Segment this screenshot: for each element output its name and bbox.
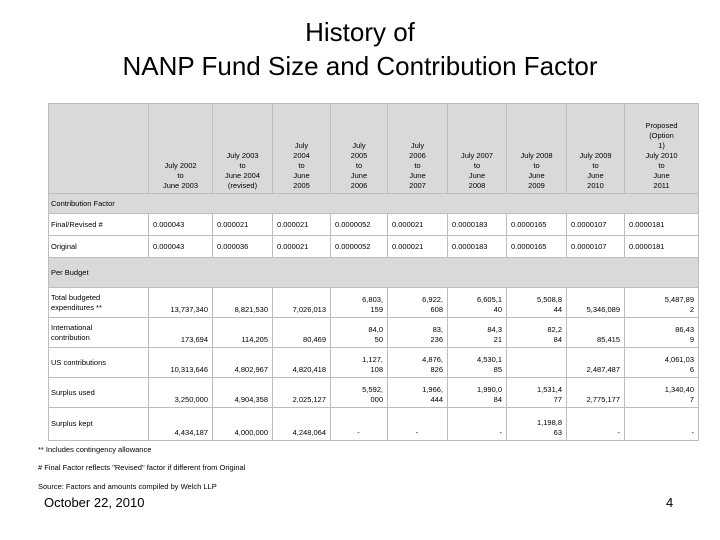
table-cell: 13,737,340 <box>149 288 213 318</box>
table-cell: 5,508,8 44 <box>507 288 567 318</box>
table-cell: 1,198,8 63 <box>507 408 567 441</box>
header-corner <box>49 104 149 194</box>
table-cell: 4,248,064 <box>273 408 331 441</box>
note-final-factor: # Final Factor reflects "Revised" factor if different from Original <box>38 463 246 472</box>
row-label: Final/Revised # <box>49 214 149 236</box>
table-cell: 0.0000165 <box>507 236 567 258</box>
table-cell: 2,025,127 <box>273 378 331 408</box>
table-cell: - <box>448 408 507 441</box>
table-cell: 84,3 21 <box>448 318 507 348</box>
section-row-per-budget <box>49 258 699 288</box>
table-cell: 2,775,177 <box>567 378 625 408</box>
note-source: Source: Factors and amounts compiled by Welch LLP <box>38 482 217 491</box>
section-row-contribution-factor <box>49 194 699 214</box>
row-label: International contribution <box>49 318 149 348</box>
table-cell: 4,904,358 <box>213 378 273 408</box>
row-label: Surplus kept <box>49 408 149 441</box>
table-cell: 0.0000107 <box>567 214 625 236</box>
table-cell: 4,434,187 <box>149 408 213 441</box>
row-label: Original <box>49 236 149 258</box>
slide-title-line-1: History of <box>305 17 415 47</box>
table-cell: 10,313,646 <box>149 348 213 378</box>
column-header: July 2005 to June 2006 <box>331 104 388 194</box>
table-cell: 83, 236 <box>388 318 448 348</box>
table-cell: 82,2 84 <box>507 318 567 348</box>
table-cell: 0.000021 <box>388 214 448 236</box>
table-cell: 6,922, 608 <box>388 288 448 318</box>
row-label: Total budgeted expenditures ** <box>49 288 149 318</box>
section-label: Per Budget <box>49 258 699 288</box>
table-row <box>49 236 699 258</box>
table-cell: - <box>331 408 388 441</box>
column-header: July 2003 to June 2004 (revised) <box>213 104 273 194</box>
page-number: 4 <box>666 495 674 510</box>
row-label: US contributions <box>49 348 149 378</box>
table-cell: 2,487,487 <box>567 348 625 378</box>
column-header: July 2007 to June 2008 <box>448 104 507 194</box>
table-cell: 5,592, 000 <box>331 378 388 408</box>
table-cell: 0.0000181 <box>625 236 699 258</box>
table-cell: 0.0000183 <box>448 214 507 236</box>
column-header: July 2008 to June 2009 <box>507 104 567 194</box>
table-cell: 4,820,418 <box>273 348 331 378</box>
table-cell: 0.0000181 <box>625 214 699 236</box>
table-cell: 4,802,967 <box>213 348 273 378</box>
table-cell: 0.0000107 <box>567 236 625 258</box>
header-row <box>49 104 699 194</box>
table-cell: 0.000043 <box>149 236 213 258</box>
table-cell: 6,605,1 40 <box>448 288 507 318</box>
column-header: July 2006 to June 2007 <box>388 104 448 194</box>
table-cell: 0.000036 <box>213 236 273 258</box>
table-cell: 5,346,089 <box>567 288 625 318</box>
table-cell: 114,205 <box>213 318 273 348</box>
table-cell: 1,966, 444 <box>388 378 448 408</box>
table-row <box>49 348 699 378</box>
table-cell: 6,803, 159 <box>331 288 388 318</box>
fund-history-table <box>48 103 699 441</box>
table-cell: 0.0000052 <box>331 214 388 236</box>
column-header: July 2004 to June 2005 <box>273 104 331 194</box>
table-cell: 4,000,000 <box>213 408 273 441</box>
note-contingency: ** Includes contingency allowance <box>38 445 152 454</box>
table-cell: 0.0000165 <box>507 214 567 236</box>
footer-date: October 22, 2010 <box>44 495 145 510</box>
table-cell: - <box>388 408 448 441</box>
table-cell: 3,250,000 <box>149 378 213 408</box>
table-cell: 7,026,013 <box>273 288 331 318</box>
table-cell: 1,531,4 77 <box>507 378 567 408</box>
table-cell <box>507 348 567 378</box>
table-cell: 84,0 50 <box>331 318 388 348</box>
table-cell: 173,694 <box>149 318 213 348</box>
table-cell: 1,127, 108 <box>331 348 388 378</box>
table-cell: 85,415 <box>567 318 625 348</box>
table-cell: 0.0000052 <box>331 236 388 258</box>
table-cell: 0.000021 <box>273 214 331 236</box>
table-row <box>49 378 699 408</box>
table-cell: 0.000021 <box>213 214 273 236</box>
table-row <box>49 288 699 318</box>
column-header: Proposed (Option 1) July 2010 to June 2011 <box>625 104 699 194</box>
table-cell: 0.0000183 <box>448 236 507 258</box>
table-cell: 0.000021 <box>388 236 448 258</box>
column-header: July 2009 to June 2010 <box>567 104 625 194</box>
table-cell: 4,876, 826 <box>388 348 448 378</box>
table-cell: 0.000043 <box>149 214 213 236</box>
table-cell: 4,061,03 6 <box>625 348 699 378</box>
table-cell: 86,43 9 <box>625 318 699 348</box>
table-cell: 0.000021 <box>273 236 331 258</box>
section-label: Contribution Factor <box>49 194 699 214</box>
row-label: Surplus used <box>49 378 149 408</box>
table-row <box>49 214 699 236</box>
table-cell: 4,530,1 85 <box>448 348 507 378</box>
table-cell: 1,340,40 7 <box>625 378 699 408</box>
column-header: July 2002 to June 2003 <box>149 104 213 194</box>
table-cell: 8,821,530 <box>213 288 273 318</box>
table-cell: 1,990,0 84 <box>448 378 507 408</box>
slide-title-line-2: NANP Fund Size and Contribution Factor <box>122 51 598 81</box>
table-row <box>49 408 699 441</box>
table-cell: 5,487,89 2 <box>625 288 699 318</box>
table-cell: - <box>567 408 625 441</box>
table-cell: - <box>625 408 699 441</box>
table-row <box>49 318 699 348</box>
table-cell: 80,469 <box>273 318 331 348</box>
